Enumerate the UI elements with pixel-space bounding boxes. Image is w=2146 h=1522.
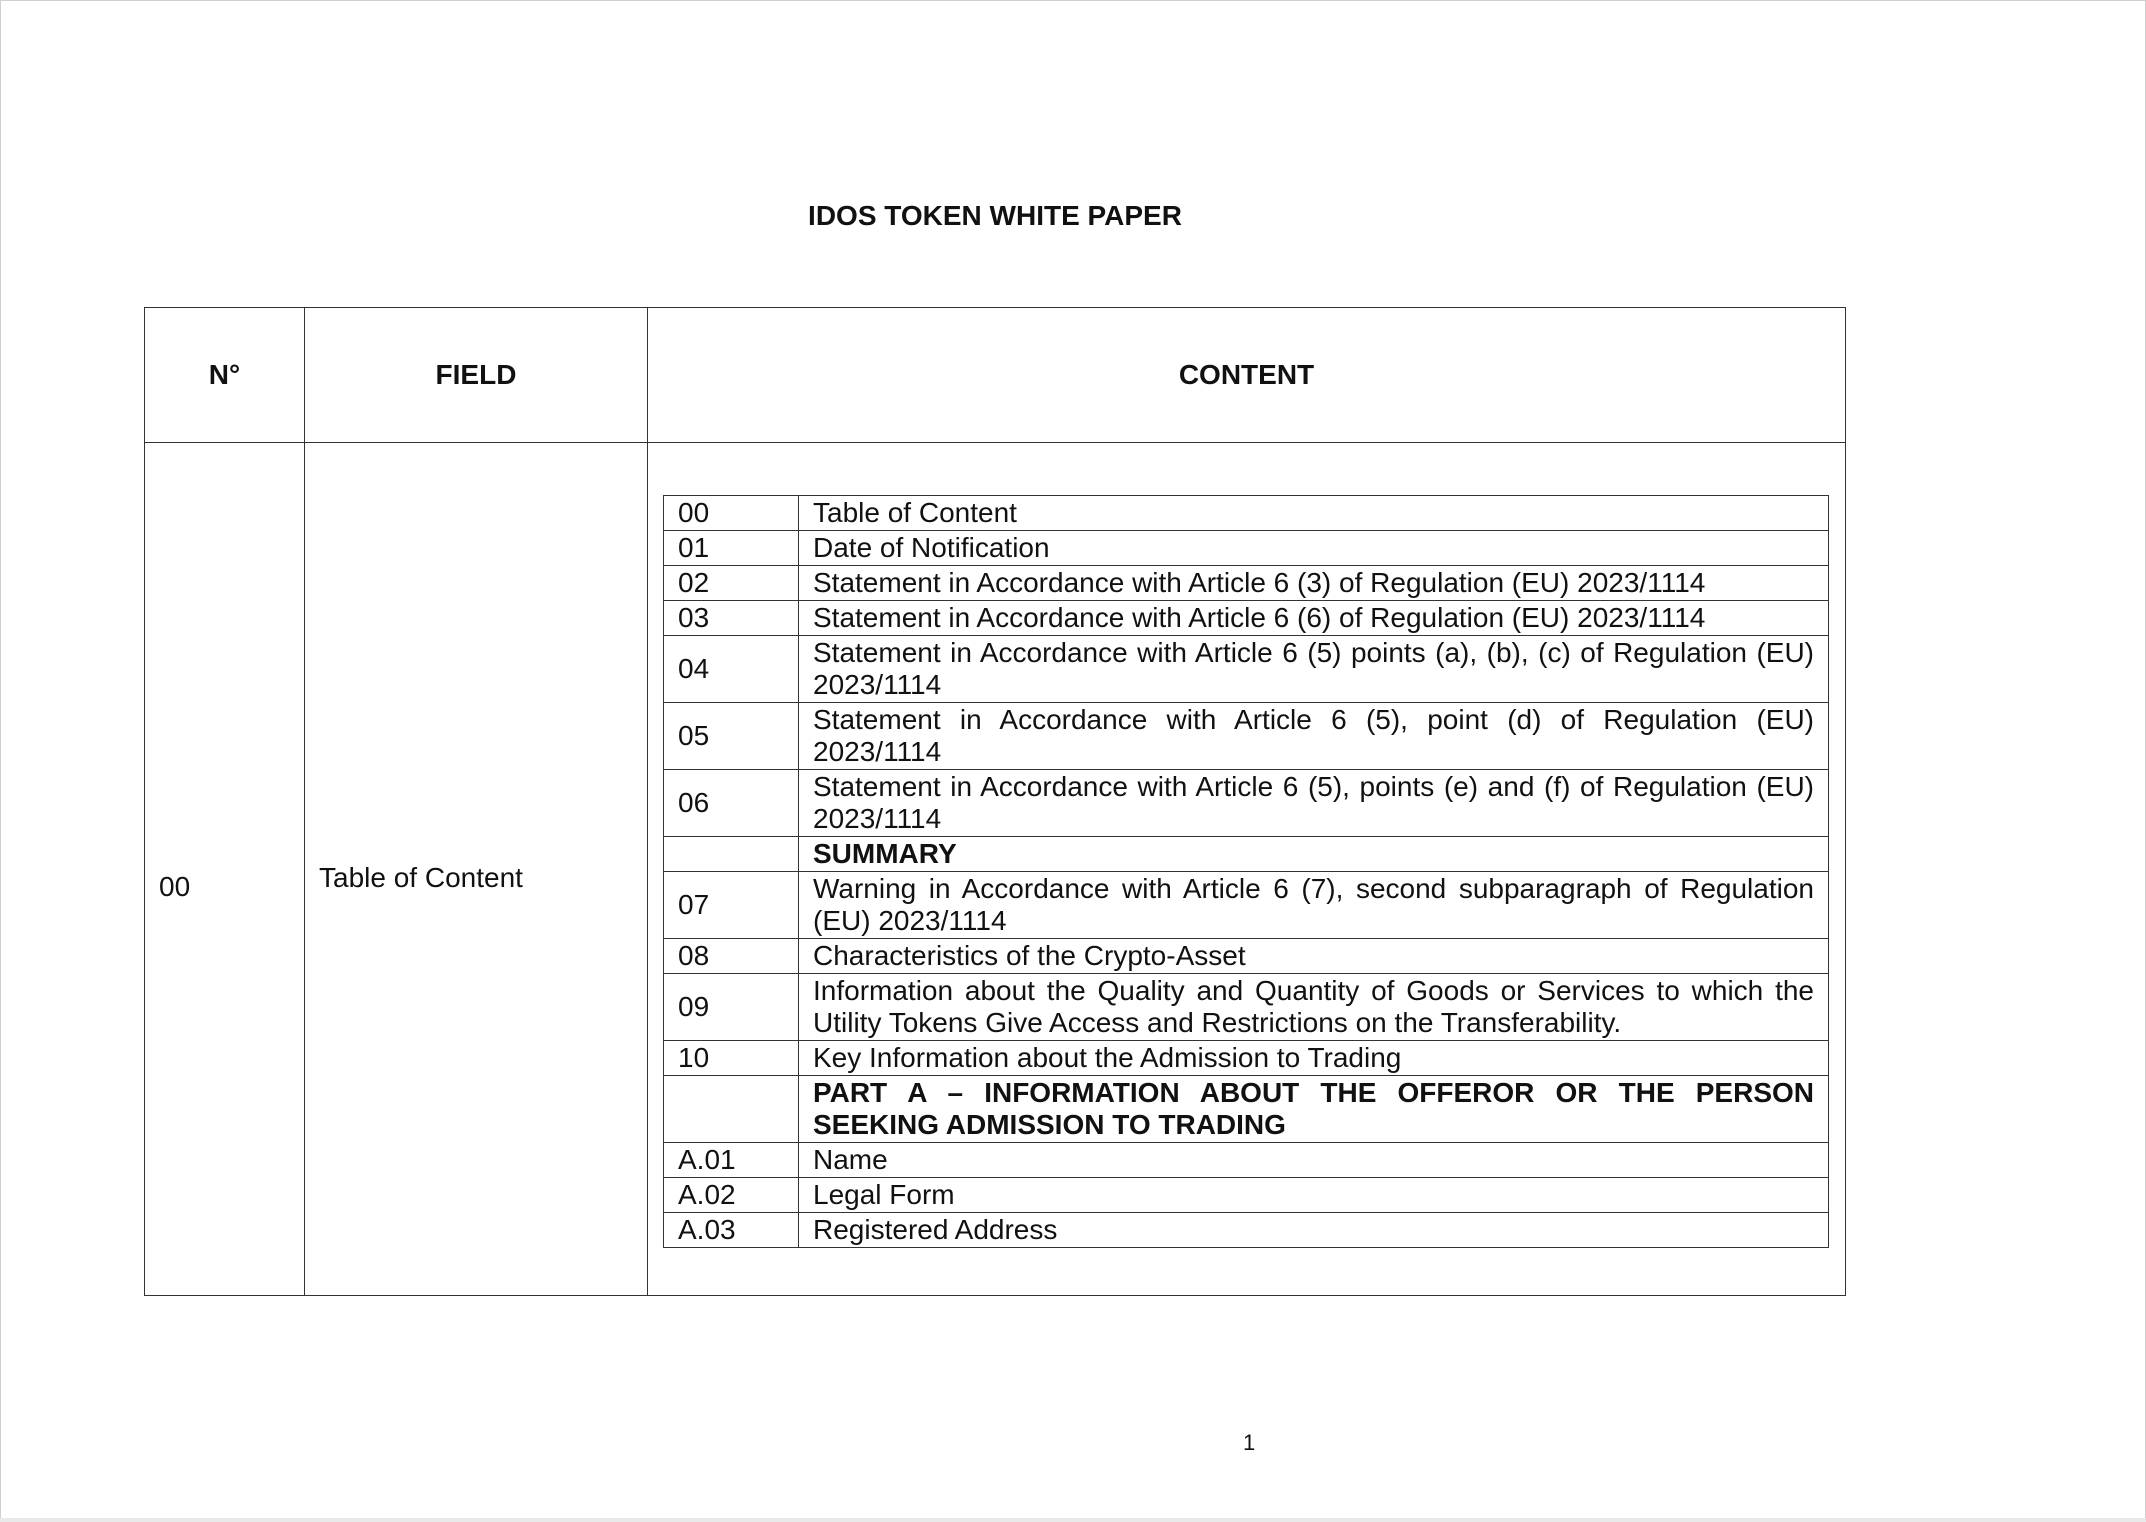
toc-row: [664, 496, 1829, 531]
toc-number: A.03: [664, 1213, 799, 1248]
toc-number: 08: [664, 939, 799, 974]
toc-section-heading: PART A – INFORMATION ABOUT THE OFFEROR OR THE PERSON SEEKING ADMISSION TO TRADING: [799, 1076, 1829, 1143]
toc-entry: Information about the Quality and Quantity of Goods or Services to which the Utility Tokens Give Access and Restrictions on the Transferability.: [799, 974, 1829, 1041]
toc-row: [664, 1178, 1829, 1213]
toc-row: [664, 531, 1829, 566]
toc-number: 06: [664, 770, 799, 837]
toc-number: 05: [664, 703, 799, 770]
toc-entry: Legal Form: [799, 1178, 1829, 1213]
toc-number: 10: [664, 1041, 799, 1076]
toc-row: [664, 872, 1829, 939]
table-row: [145, 443, 1846, 1296]
toc-row: [664, 770, 1829, 837]
toc-entry: Date of Notification: [799, 531, 1829, 566]
toc-number: [664, 1076, 799, 1143]
toc-number: A.01: [664, 1143, 799, 1178]
toc-number: [664, 837, 799, 872]
white-paper-table: [144, 307, 1846, 1296]
toc-entry: Registered Address: [799, 1213, 1829, 1248]
toc-table: [663, 495, 1829, 1248]
row-field: Table of Content: [305, 443, 648, 1296]
header-number: N°: [145, 308, 305, 443]
toc-number: 04: [664, 636, 799, 703]
toc-entry: Statement in Accordance with Article 6 (5) points (a), (b), (c) of Regulation (EU) 2023/1114: [799, 636, 1829, 703]
toc-number: 02: [664, 566, 799, 601]
toc-row: [664, 703, 1829, 770]
page-number: 1: [1243, 1430, 1256, 1455]
toc-row: [664, 1143, 1829, 1178]
toc-row: [664, 566, 1829, 601]
toc-row: [664, 939, 1829, 974]
toc-row: [664, 1076, 1829, 1143]
viewer-bottom-edge: [0, 1518, 2146, 1522]
header-field: FIELD: [305, 308, 648, 443]
toc-number: A.02: [664, 1178, 799, 1213]
toc-number: 00: [664, 496, 799, 531]
toc-number: 03: [664, 601, 799, 636]
toc-number: 09: [664, 974, 799, 1041]
toc-entry: Characteristics of the Crypto-Asset: [799, 939, 1829, 974]
row-number: 00: [145, 443, 305, 1296]
toc-row: [664, 974, 1829, 1041]
toc-row: [664, 1213, 1829, 1248]
toc-entry: Statement in Accordance with Article 6 (6) of Regulation (EU) 2023/1114: [799, 601, 1829, 636]
toc-entry: Table of Content: [799, 496, 1829, 531]
document-title: IDOS TOKEN WHITE PAPER: [808, 200, 1182, 231]
toc-row: [664, 636, 1829, 703]
header-row: [145, 308, 1846, 443]
toc-number: 01: [664, 531, 799, 566]
toc-entry: Statement in Accordance with Article 6 (3) of Regulation (EU) 2023/1114: [799, 566, 1829, 601]
toc-entry: Name: [799, 1143, 1829, 1178]
row-content: [648, 443, 1846, 1296]
toc-row: [664, 1041, 1829, 1076]
header-content: CONTENT: [648, 308, 1846, 443]
toc-row: [664, 601, 1829, 636]
toc-entry: Warning in Accordance with Article 6 (7), second subparagraph of Regulation (EU) 2023/1114: [799, 872, 1829, 939]
toc-number: 07: [664, 872, 799, 939]
toc-entry: Statement in Accordance with Article 6 (5), points (e) and (f) of Regulation (EU) 2023/1114: [799, 770, 1829, 837]
toc-row: [664, 837, 1829, 872]
toc-entry: Statement in Accordance with Article 6 (5), point (d) of Regulation (EU) 2023/1114: [799, 703, 1829, 770]
toc-entry: Key Information about the Admission to Trading: [799, 1041, 1829, 1076]
toc-section-heading: SUMMARY: [799, 837, 1829, 872]
